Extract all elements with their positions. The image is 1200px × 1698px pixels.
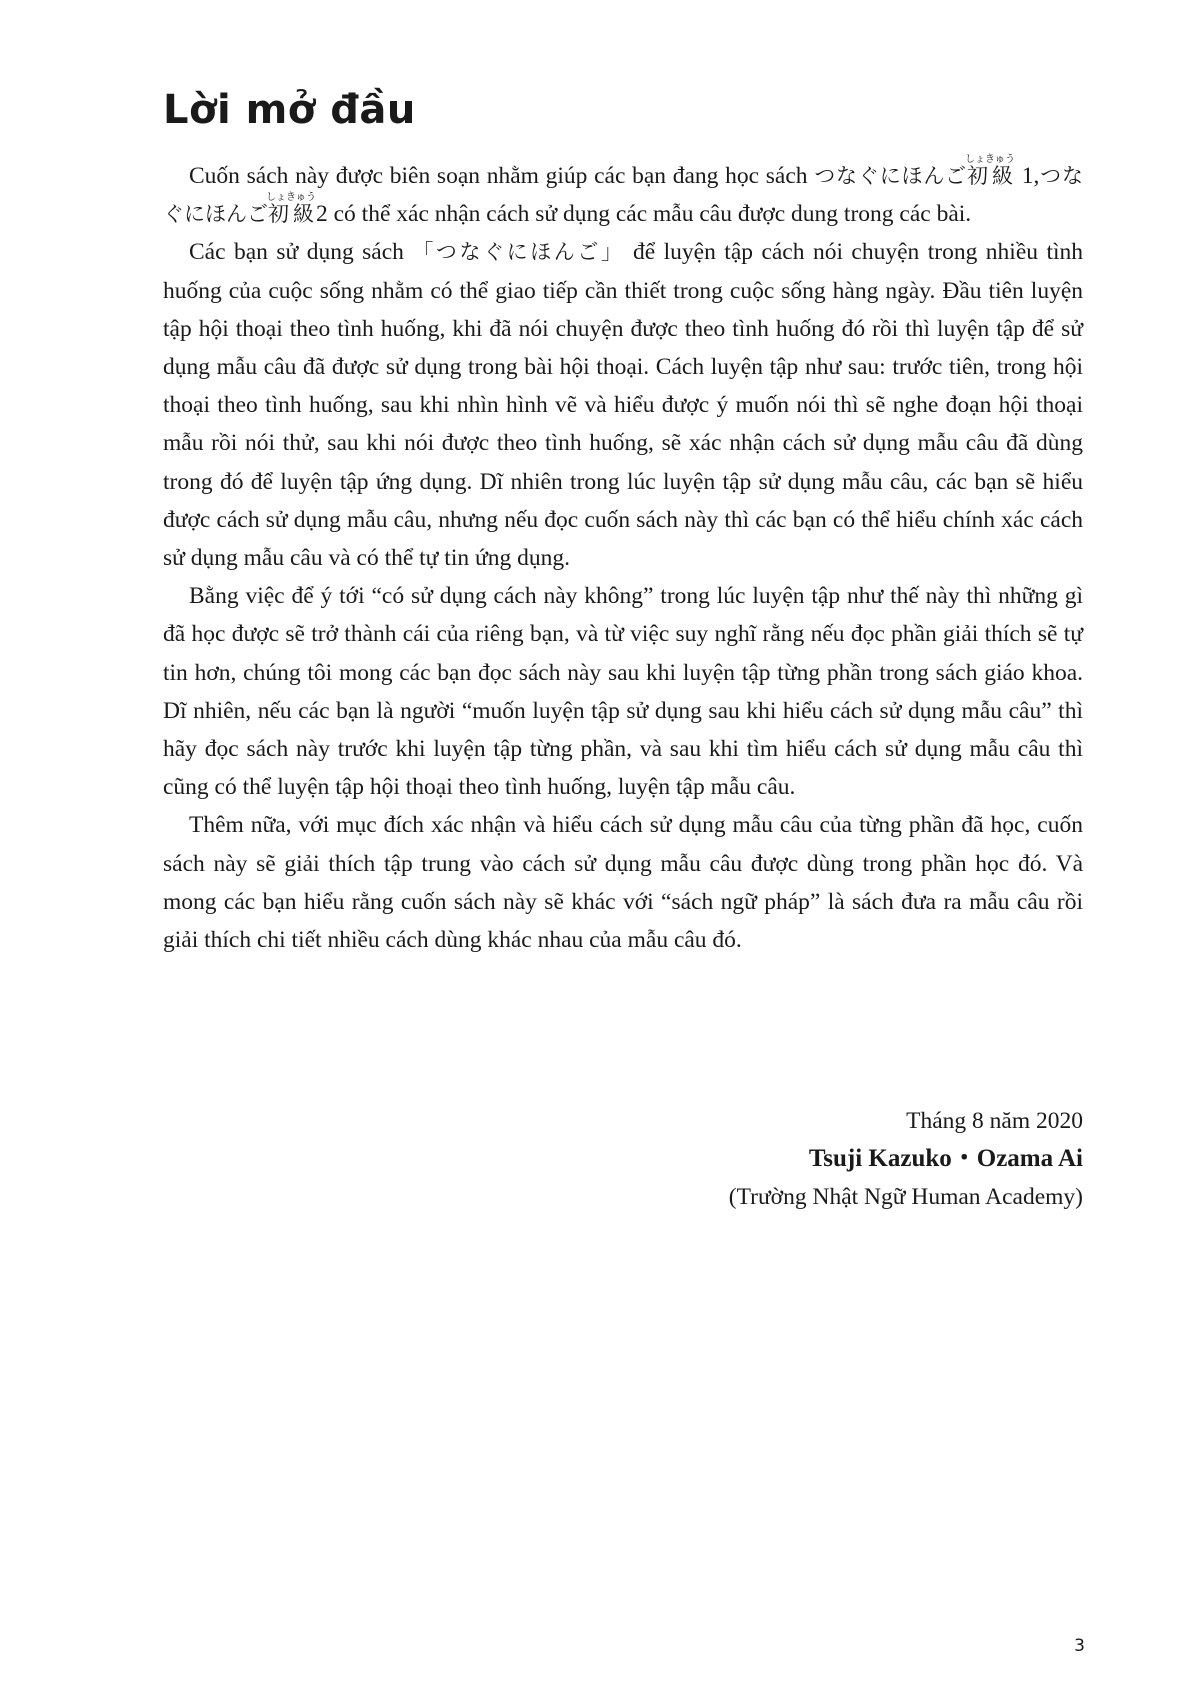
- paragraph-3: Bằng việc để ý tới “có sử dụng cách này không” trong lúc luyện tập như thế này thì những gì đã học được sẽ trở thành cái của riêng bạn, và từ việc suy nghĩ rằng nếu đọc phần giải thích sẽ tự tin hơn, chúng tôi mong các bạn đọc sách này sau khi luyện tập từng phần trong sách giáo khoa. Dĩ nhiên, nếu các bạn là người “muốn luyện tập sử dụng sau khi hiểu cách sử dụng mẫu câu” thì hãy đọc sách này trước khi luyện tập từng phần, và sau khi tìm hiểu cách sử dụng mẫu câu thì cũng có thể luyện tập hội thoại theo tình huống, luyện tập mẫu câu.: [163, 583, 1083, 801]
- signature-block: [729, 1102, 1083, 1216]
- intro-text-before: Cuốn sách này được biên soạn nhằm giúp các bạn đang học sách: [189, 163, 815, 189]
- signature-school: (Trường Nhật Ngữ Human Academy): [728, 1184, 1083, 1210]
- paragraph-intro: [163, 154, 1083, 233]
- page-number: 3: [1074, 1636, 1085, 1656]
- paragraph-4: Thêm nữa, với mục đích xác nhận và hiểu cách sử dụng mẫu câu của từng phần đã học, cuốn sách này sẽ giải thích tập trung vào cách sử dụng mẫu câu được dùng trong phần học đó. Và mong các bạn hiểu rằng cuốn sách này sẽ khác với “sách ngữ pháp” là sách đưa ra mẫu câu rồi giải thích chi tiết nhiều cách dùng khác nhau của mẫu câu đó.: [163, 812, 1083, 954]
- signature-date: Tháng 8 năm 2020: [906, 1108, 1083, 1134]
- book-title-vol1: つなぐにほんご初級しょきゅう: [814, 154, 1016, 188]
- volume-separator: ,: [1033, 163, 1040, 189]
- page-title: Lời mở đầu: [163, 87, 416, 133]
- signature-authors: Tsuji Kazuko・Ozama Ai: [808, 1145, 1083, 1172]
- paragraph-2: Các bạn sử dụng sách 「つなぐにほんご」 để luyện tập cách nói chuyện trong nhiều tình huống của cuộc sống nhằm có thể giao tiếp cần thiết trong cuộc sống hàng ngày. Đầu tiên luyện tập hội thoại theo tình huống, khi đã nói chuyện được theo tình huống đó rồi thì luyện tập để sử dụng mẫu câu đã được sử dụng trong bài hội thoại. Cách luyện tập như sau: trước tiên, trong hội thoại theo tình huống, sau khi nhìn hình vẽ và hiểu được ý muốn nói thì sẽ nghe đoạn hội thoại mẫu rồi nói thử, sau khi nói được theo tình huống, sẽ xác nhận cách sử dụng mẫu câu đã dùng trong đó để luyện tập ứng dụng. Dĩ nhiên trong lúc luyện tập sử dụng mẫu câu, các bạn sẽ hiểu được cách sử dụng mẫu câu, nhưng nếu đọc cuốn sách này thì các bạn có thể hiểu chính xác cách sử dụng mẫu câu và có thể tự tin ứng dụng.: [163, 239, 1084, 572]
- volume-number-1: 1: [1021, 163, 1034, 189]
- intro-text-after: có thể xác nhận cách sử dụng các mẫu câu được dung trong các bài.: [327, 201, 972, 228]
- preface-body: [163, 154, 1083, 959]
- volume-number-2: 2: [316, 201, 328, 228]
- book-name-bracketed: 「つなぐにほんご」: [412, 240, 625, 265]
- book-title-vol2: つなぐにほんご初級しょきゅう: [163, 164, 1083, 227]
